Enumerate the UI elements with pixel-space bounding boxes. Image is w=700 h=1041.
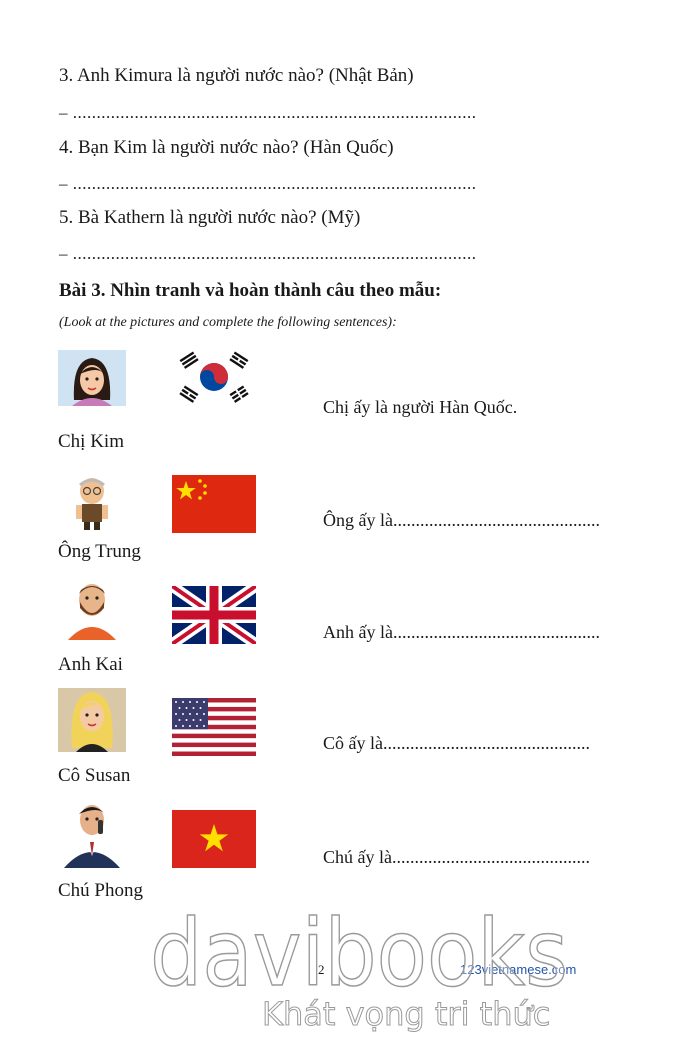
row-sentence: Anh ấy là.............................................. — [323, 622, 600, 642]
davibooks-watermark-logo — [150, 905, 570, 1005]
vietnam-flag — [172, 810, 256, 868]
exercise-heading: Bài 3. Nhìn tranh và hoàn thành câu theo mẫu: — [59, 280, 442, 301]
row-sentence: Ông ấy là.............................................. — [323, 510, 600, 530]
row-sentence: Chị ấy là người Hàn Quốc. — [323, 397, 518, 417]
old-man-avatar — [58, 475, 126, 531]
exercise-row-kai — [0, 578, 700, 678]
man-phone-avatar — [58, 800, 126, 868]
uk-flag — [172, 586, 256, 644]
usa-flag — [172, 698, 256, 756]
exercise-subtitle: (Look at the pictures and complete the following sentences): — [59, 315, 397, 330]
site-name: 123vietnamese.com — [460, 962, 577, 977]
exercise-row-phong — [0, 800, 700, 900]
row-sentence: Chú ấy là............................................ — [323, 847, 590, 867]
answer-line-3: – ..................................................................................... — [59, 103, 477, 122]
row-name: Anh Kai — [58, 654, 123, 675]
china-flag — [172, 475, 256, 533]
row-sentence: Cô ấy là.............................................. — [323, 733, 590, 753]
blonde-woman-avatar — [58, 688, 126, 752]
question-3: 3. Anh Kimura là người nước nào? (Nhật Bản) — [59, 65, 414, 86]
question-5: 5. Bà Kathern là người nước nào? (Mỹ) — [59, 207, 361, 228]
answer-line-5: – ..................................................................................... — [59, 244, 477, 263]
watermark-tagline: Khát vọng tri thức — [262, 995, 551, 1033]
exercise-row-susan — [0, 688, 700, 788]
page-number: 2 — [318, 962, 325, 977]
row-name: Ông Trung — [58, 541, 141, 562]
question-4: 4. Bạn Kim là người nước nào? (Hàn Quốc) — [59, 137, 394, 158]
woman-avatar — [58, 350, 126, 406]
exercise-row-kim — [0, 345, 700, 452]
row-name: Chị Kim — [58, 431, 124, 452]
svg-text:davibooks: davibooks — [150, 905, 568, 1005]
bearded-man-avatar — [58, 578, 126, 640]
south-korea-flag — [172, 348, 256, 406]
row-name: Chú Phong — [58, 880, 143, 901]
exercise-row-trung — [0, 473, 700, 573]
answer-line-4: – ..................................................................................... — [59, 174, 477, 193]
row-name: Cô Susan — [58, 765, 131, 786]
